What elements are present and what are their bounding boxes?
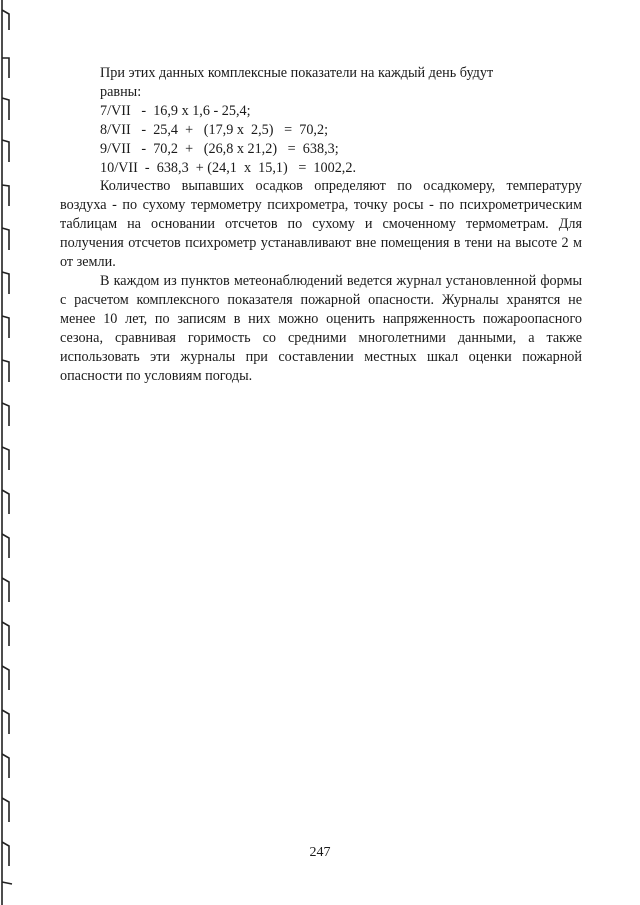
intro-line: При этих данных комплексные показатели на каждый день будут [100, 65, 494, 81]
intro-line-continued: равны: [100, 83, 142, 100]
formula-line: 10/VII - 638,3 + (24,1 x 15,1) = 1002,2. [100, 159, 356, 176]
formula-line: 8/VII - 25,4 + (17,9 x 2,5) = 70,2; [100, 121, 329, 138]
page-number: 247 [309, 845, 331, 860]
formula-line: 9/VII - 70,2 + (26,8 x 21,2) = 638,3; [100, 140, 339, 157]
paragraph-journal: В каждом из пунктов метеонаблюдений ведется журнал установленной формы с расчетом комплексного показателя пожарной опасности. Журналы хранятся не менее 10 лет, по записям в них можно оценить напряженность пожароопасного сезона, сравнивая горимость со средними многолетними данными, а также использовать эти журналы при составлении местных шкал оценки пожарной опасности по условиям погоды. [60, 272, 582, 384]
formula-line: 7/VII - 16,9 x 1,6 - 25,4; [100, 102, 251, 119]
document-body [60, 64, 582, 385]
binding-edge-marks [0, 0, 14, 905]
paragraph-measurements: Количество выпавших осадков определяют по осадкомеру, температуру воздуха - по сухому термометру психрометра, точку росы - по психрометрическим таблицам на основании отсчетов по сухому и смоченному термометрам. Для получения отсчетов психрометр устанавливают вне помещения в тени на высоте 2 м от земли. [60, 178, 582, 271]
